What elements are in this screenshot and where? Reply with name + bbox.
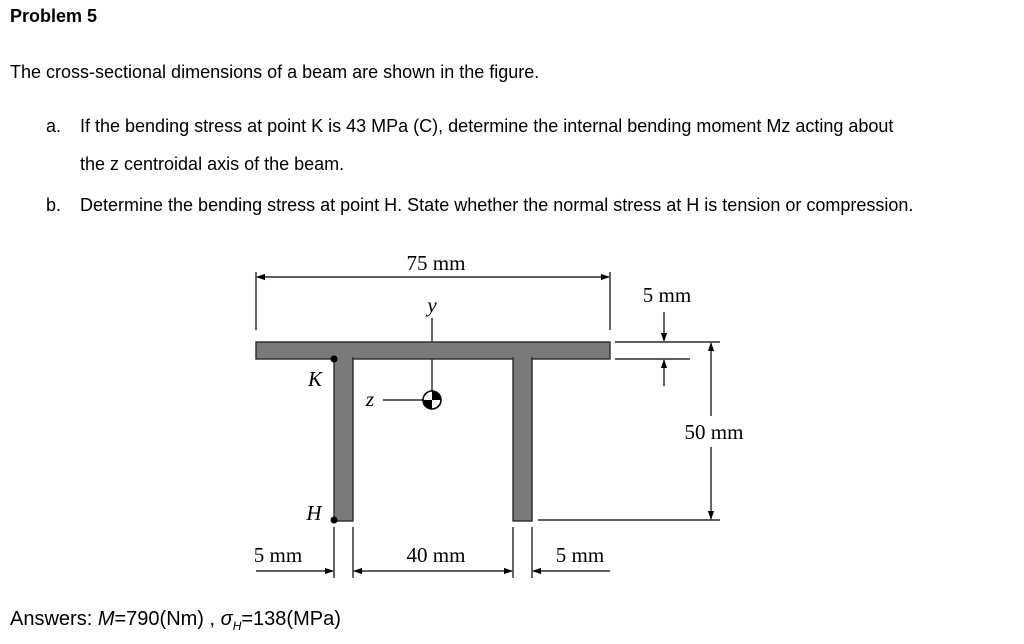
moment-value: =790(Nm) , <box>114 608 216 630</box>
moment-symbol: M <box>97 608 115 630</box>
question-b-line-1: Determine the bending stress at point H. State whether the normal stress at H is tension or compression. <box>80 195 914 215</box>
height-label: 50 mm <box>684 420 744 444</box>
top-flange <box>256 342 610 359</box>
answers-line <box>10 608 341 633</box>
question-a-line-1: If the bending stress at point K is 43 MPa (C), determine the internal bending moment Mz acting about <box>80 116 894 136</box>
sigma-subscript: H <box>232 619 242 633</box>
z-axis-label: z <box>365 387 375 411</box>
point-h-marker <box>331 517 338 524</box>
sigma-symbol: σ <box>220 608 233 630</box>
answers-label: Answers: <box>10 608 93 630</box>
left-stem-width-label: 5 mm <box>253 543 303 567</box>
left-stem <box>334 358 353 521</box>
point-h-label: H <box>306 501 322 525</box>
right-stem-width-label: 5 mm <box>555 543 605 567</box>
flange-thickness-label: 5 mm <box>642 283 692 307</box>
problem-intro: The cross-sectional dimensions of a beam are shown in the figure. <box>10 62 540 82</box>
top-width-label: 75 mm <box>406 251 466 275</box>
question-a-line-2: the z centroidal axis of the beam. <box>80 154 345 174</box>
sigma-value: =138(MPa) <box>241 608 341 630</box>
problem-title: Problem 5 <box>10 6 98 26</box>
centroid-icon <box>423 391 441 409</box>
stem-gap-label: 40 mm <box>406 543 466 567</box>
question-b-label: b. <box>46 195 62 215</box>
question-a-label: a. <box>46 116 62 136</box>
point-k-label: K <box>307 367 323 391</box>
y-axis-label: y <box>427 293 437 317</box>
right-stem <box>513 358 532 521</box>
point-k-marker <box>331 356 338 363</box>
